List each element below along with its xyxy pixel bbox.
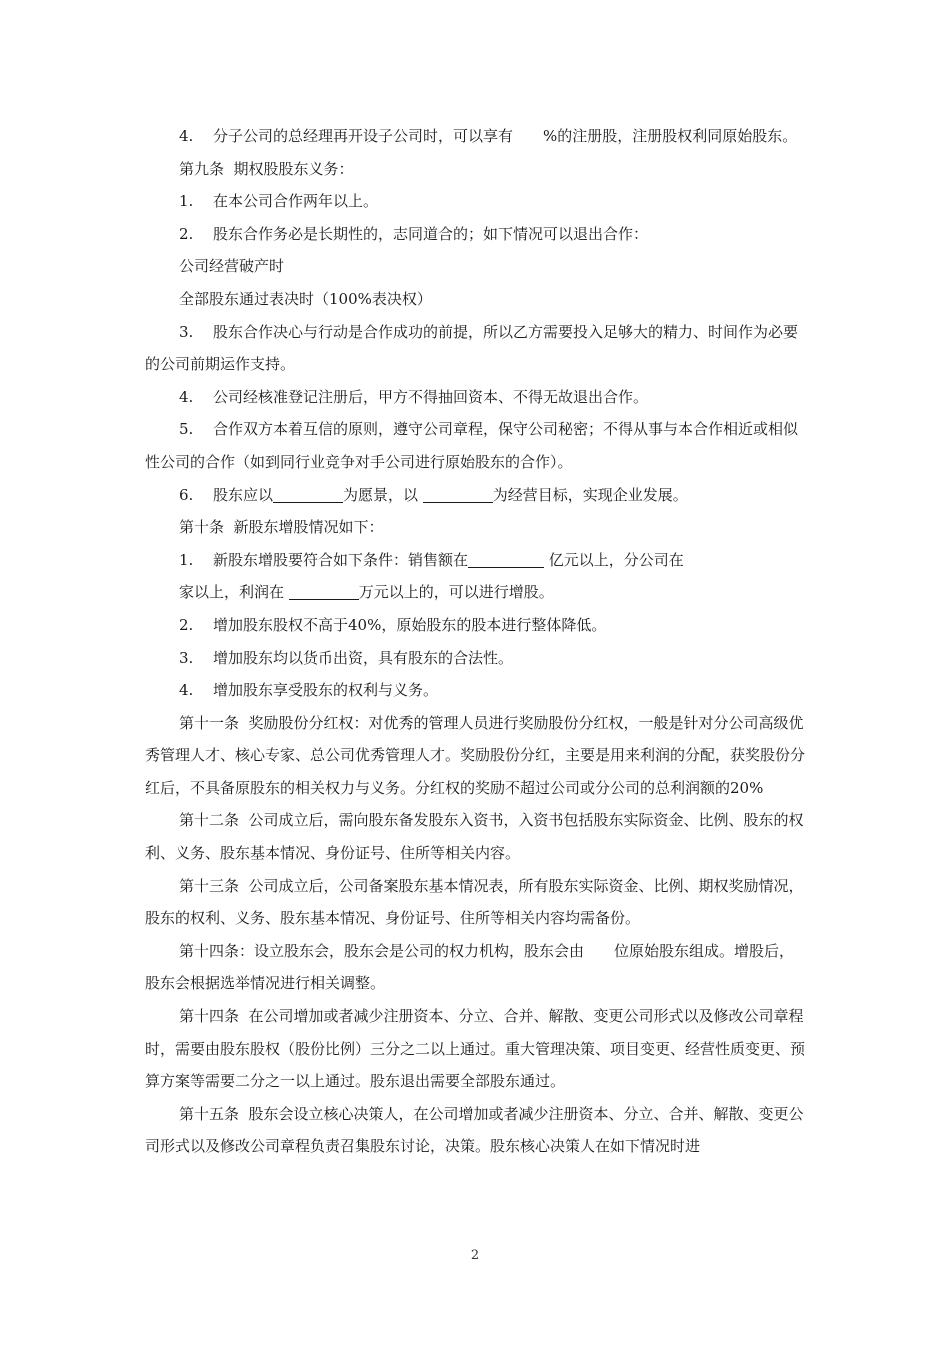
item-number: 4. (179, 127, 194, 145)
paragraph-text: 公司经核准登记注册后，甲方不得抽回资本、不得无故退出合作。 (213, 387, 649, 406)
paragraph-text: %的注册股，注册股权利同原始股东。 (543, 127, 798, 145)
fill-in-blank (468, 552, 544, 568)
item-number: 2. (179, 615, 194, 634)
article-9-heading: 第九条 期权股股东义务： (179, 159, 354, 178)
fill-in-blank (273, 487, 343, 503)
paragraph-text: 家以上，利润在 (179, 583, 289, 602)
paragraph-text: 在本公司合作两年以上。 (213, 192, 379, 211)
paragraph-item-3 (145, 316, 807, 381)
paragraph-text: 为愿景，以 (343, 485, 423, 504)
paragraph-item-3 (145, 642, 807, 675)
paragraph-item-6 (145, 479, 807, 512)
paragraph-text: 第十四条：设立股东会，股东会是公司的权力机构，股东会由 (179, 941, 585, 960)
paragraph-text: 股东应以 (213, 485, 274, 504)
paragraph-text: 增加股东均以货币出资，具有股东的合法性。 (213, 648, 514, 667)
paragraph-item-4 (145, 120, 807, 153)
condition-line: 公司经营破产时 (179, 257, 285, 276)
paragraph-item-4 (145, 381, 807, 414)
document-body (145, 120, 807, 1163)
paragraph-text: 新股东增股要符合如下条件：销售额在 (213, 550, 469, 569)
fill-in-blank (289, 584, 359, 600)
paragraph-text: 为经营目标，实现企业发展。 (492, 485, 688, 504)
item-number: 1. (179, 192, 194, 211)
paragraph-item-1 (145, 185, 807, 218)
paragraph-text: 亿元以上，分公司在 (544, 550, 684, 569)
item-number: 2. (179, 224, 194, 243)
article-12-paragraph: 第十二条 公司成立后，需向股东备发股东入资书，入资书包括股东实际资金、比例、股东的权利、义务、股东基本情况、身份证号、住所等相关内容。 (145, 811, 804, 863)
item-number: 4. (179, 681, 194, 700)
paragraph-item-1 (145, 544, 807, 577)
paragraph-continuation (145, 576, 807, 609)
paragraph-text: 股东合作决心与行动是合作成功的前提，所以乙方需要投入足够大的精力、时间作为必要的公司前期运作支持。 (145, 322, 799, 374)
item-number: 4. (179, 387, 194, 406)
paragraph-text: 增加股东享受股东的权利与义务。 (213, 681, 439, 700)
paragraph-item-4 (145, 674, 807, 707)
fill-in-blank (423, 487, 493, 503)
article-13-paragraph: 第十三条 公司成立后，公司备案股东基本情况表，所有股东实际资金、比例、期权奖励情况，股东的权利、义务、股东基本情况、身份证号、住所等相关内容均需备份。 (145, 876, 804, 928)
page-number: 2 (470, 1248, 480, 1263)
paragraph-item-5 (145, 413, 807, 478)
article-14-paragraph (145, 935, 807, 1000)
item-number: 3. (179, 648, 194, 667)
paragraph-text: 增加股东股权不高于40%，原始股东的股本进行整体降低。 (213, 615, 607, 634)
article-10-heading: 第十条 新股东增股情况如下： (179, 518, 384, 537)
paragraph-text: 股东合作务必是长期性的，志同道合的；如下情况可以退出合作： (213, 224, 649, 243)
condition-line: 全部股东通过表决时（100%表决权） (179, 289, 432, 308)
item-number: 3. (179, 322, 194, 341)
article-11-paragraph: 第十一条 奖励股份分红权：对优秀的管理人员进行奖励股份分红权，一般是针对分公司高级优秀管理人才、核心专家、总公司优秀管理人才。奖励股份分红，主要是用来利润的分配，获奖股份分红后，不具备原股东的相关权力与义务。分红权的奖励不超过公司或分公司的总利润额的20% (145, 713, 806, 797)
item-number: 6. (179, 485, 194, 504)
item-number: 5. (179, 420, 194, 439)
paragraph-text: 分子公司的总经理再开设子公司时，可以享有 (213, 127, 514, 145)
paragraph-text: 位原始股东组成。增股后，股东会根据选举情况进行相关调整。 (145, 941, 795, 993)
item-number: 1. (179, 550, 194, 569)
article-14b-paragraph: 第十四条 在公司增加或者减少注册资本、分立、合并、解散、变更公司形式以及修改公司章程时，需要由股东股权（股份比例）三分之二以上通过。重大管理决策、项目变更、经营性质变更、预算方案等需要二分之一以上通过。股东退出需要全部股东通过。 (145, 1007, 806, 1091)
paragraph-text: 万元以上的，可以进行增股。 (358, 583, 554, 602)
article-15-paragraph: 第十五条 股东会设立核心决策人，在公司增加或者减少注册资本、分立、合并、解散、变更公司形式以及修改公司章程负责召集股东讨论，决策。股东核心决策人在如下情况时进 (145, 1104, 804, 1156)
paragraph-item-2 (145, 218, 807, 251)
paragraph-item-2 (145, 609, 807, 642)
paragraph-text: 合作双方本着互信的原则，遵守公司章程，保守公司秘密；不得从事与本合作相近或相似性公司的合作（如到同行业竞争对手公司进行原始股东的合作）。 (145, 420, 799, 471)
